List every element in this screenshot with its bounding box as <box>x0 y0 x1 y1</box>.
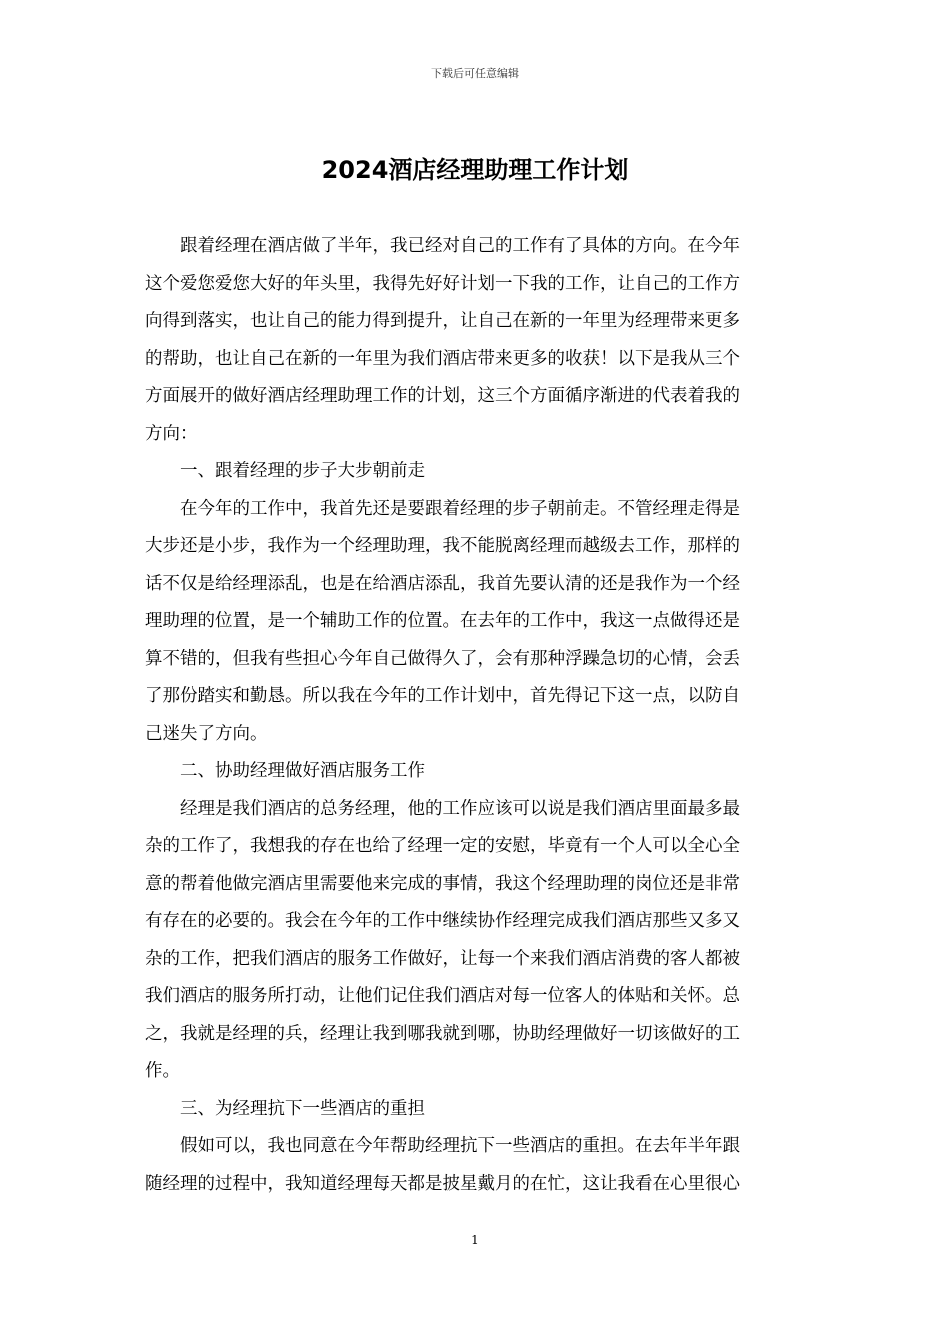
line-26: 随经理的过程中，我知道经理每天都是披星戴月的在忙，这让我看在心里很心 <box>145 1173 740 1194</box>
line-04: 的帮助，也让自己在新的一年里为我们酒店带来更多的收获！以下是我从三个 <box>145 348 740 369</box>
line-13: 了那份踏实和勤恳。所以我在今年的工作计划中，首先得记下这一点，以防自 <box>145 686 740 706</box>
line-20: 杂的工作，把我们酒店的服务工作做好，让每一个来我们酒店消费的客人都被 <box>145 948 740 969</box>
document-title: 2024酒店经理助理工作计划 <box>321 156 629 184</box>
line-10: 话不仅是给经理添乱，也是在给酒店添乱，我首先要认清的还是我作为一个经 <box>145 573 740 594</box>
line-14: 己迷失了方向。 <box>145 723 268 744</box>
document-body <box>145 228 805 1203</box>
line-02: 这个爱您爱您大好的年头里，我得先好好计划一下我的工作，让自己的工作方 <box>145 273 740 294</box>
line-17: 杂的工作了，我想我的存在也给了经理一定的安慰，毕竟有一个人可以全心全 <box>145 836 740 856</box>
line-03: 向得到落实，也让自己的能力得到提升，让自己在新的一年里为经理带来更多 <box>145 311 740 331</box>
line-09: 大步还是小步，我作为一个经理助理，我不能脱离经理而越级去工作，那样的 <box>145 536 740 556</box>
section-heading-1: 一、跟着经理的步子大步朝前走 <box>180 461 425 481</box>
line-06: 方向： <box>145 423 198 444</box>
line-16: 经理是我们酒店的总务经理，他的工作应该可以说是我们酒店里面最多最 <box>180 798 740 819</box>
line-21: 我们酒店的服务所打动，让他们记住我们酒店对每一位客人的体贴和关怀。总 <box>145 986 740 1006</box>
line-18: 意的帮着他做完酒店里需要他来完成的事情，我这个经理助理的岗位还是非常 <box>145 873 740 894</box>
line-23: 作。 <box>145 1061 180 1081</box>
header-note: 下载后可任意编辑 <box>431 67 519 80</box>
line-19: 有存在的必要的。我会在今年的工作中继续协作经理完成我们酒店那些又多又 <box>145 911 740 931</box>
line-12: 算不错的，但我有些担心今年自己做得久了，会有那种浮躁急切的心情，会丢 <box>145 648 740 669</box>
section-heading-2: 二、协助经理做好酒店服务工作 <box>180 761 425 781</box>
line-08: 在今年的工作中，我首先还是要跟着经理的步子朝前走。不管经理走得是 <box>180 498 740 519</box>
line-05: 方面展开的做好酒店经理助理工作的计划，这三个方面循序渐进的代表着我的 <box>145 386 740 406</box>
line-25: 假如可以，我也同意在今年帮助经理抗下一些酒店的重担。在去年半年跟 <box>180 1136 740 1156</box>
section-heading-3: 三、为经理抗下一些酒店的重担 <box>180 1098 425 1119</box>
line-11: 理助理的位置，是一个辅助工作的位置。在去年的工作中，我这一点做得还是 <box>145 611 740 631</box>
page-number: 1 <box>471 1233 479 1247</box>
line-22: 之，我就是经理的兵，经理让我到哪我就到哪，协助经理做好一切该做好的工 <box>145 1023 740 1044</box>
line-01: 跟着经理在酒店做了半年，我已经对自己的工作有了具体的方向。在今年 <box>180 236 740 256</box>
